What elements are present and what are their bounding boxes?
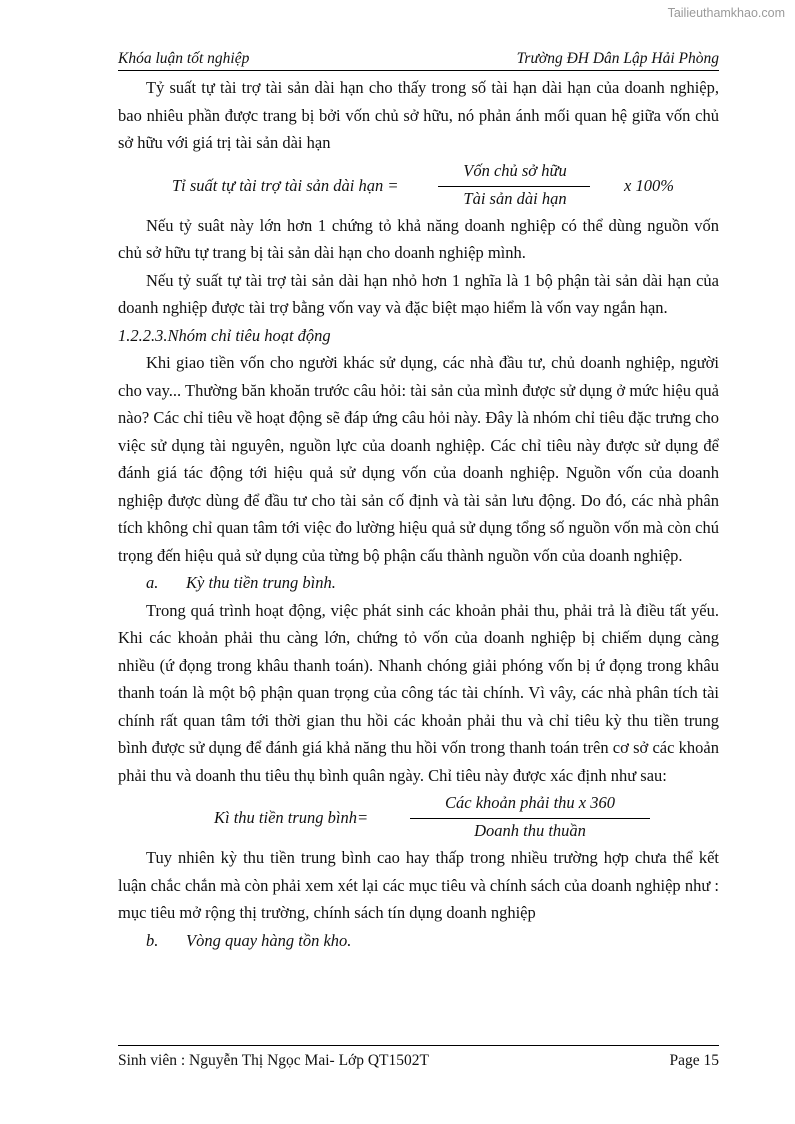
section-heading: 1.2.2.3.Nhóm chỉ tiêu hoạt động — [118, 325, 331, 345]
sub-heading-title: Vòng quay hàng tồn kho. — [186, 930, 352, 950]
formula-lhs: Tỉ suất tự tài trợ tài sản dài hạn = — [172, 175, 399, 195]
page-footer — [118, 1045, 719, 1069]
formula-lhs: Kì thu tiền trung bình= — [214, 808, 369, 827]
watermark: Tailieuthamkhao.com — [667, 6, 785, 20]
paragraph: Nếu tỷ suât này lớn hơn 1 chứng tỏ khả năng doanh nghiệp có thể dùng nguồn vốn chủ sở hữu tự trang bị tài sản dài hạn cho doanh nghiệp mình. — [118, 215, 719, 262]
formula-denominator: Doanh thu thuần — [474, 821, 586, 840]
formula-numerator: Các khoản phải thu x 360 — [444, 793, 616, 812]
page-number: Page 15 — [669, 1052, 719, 1069]
sub-heading-a — [118, 569, 719, 597]
sub-heading-title: Kỳ thu tiền trung bình. — [186, 573, 336, 592]
sub-heading-label: b. — [146, 930, 159, 950]
formula-numerator: Vốn chủ sở hữu — [463, 160, 567, 180]
sub-heading-label: a. — [146, 573, 159, 592]
formula-self-financing-ratio — [118, 157, 719, 212]
header-left: Khóa luận tốt nghiệp — [118, 50, 250, 67]
formula-average-collection-period — [118, 789, 719, 844]
header-right: Trường ĐH Dân Lập Hải Phòng — [516, 50, 719, 67]
formula-multiplier: x 100% — [624, 175, 674, 195]
formula-denominator: Tài sản dài hạn — [463, 188, 567, 208]
paragraph: Khi giao tiền vốn cho người khác sử dụng, các nhà đầu tư, chủ doanh nghiệp, người cho vay... Thường băn khoăn trước câu hỏi: tài sản của mình được sử dụng ở mức hiệu quả nào? Các chỉ tiêu về hoạt động sẽ đáp ứng câu hỏi này. Đây là nhóm chỉ tiêu đặc trưng cho việc sử dụng tài nguyên, nguồn lực của doanh nghiệp. Các chỉ tiêu này được sử dụng để đánh giá tác động tới hiệu quả sử dụng vốn của doanh nghiệp. Nguồn vốn của doanh nghiệp được dùng để đầu tư cho tài sản cố định và tài sản lưu động. Do đó, các nhà phân tích không chỉ quan tâm tới việc đo lường hiệu quả sử dụng tổng số nguồn vốn mà còn chú trọng đến hiệu quả sử dụng của từng bộ phận cấu thành nguồn vốn của doanh nghiệp. — [118, 353, 719, 565]
paragraph: Tuy nhiên kỳ thu tiền trung bình cao hay thấp trong nhiều trường hợp chưa thể kết luận chắc chắn mà còn phải xem xét lại các mục tiêu và chính sách của doanh nghiệp như : mục tiêu mở rộng thị trường, chính sách tín dụng doanh nghiệp — [118, 848, 719, 922]
footer-student: Sinh viên : Nguyễn Thị Ngọc Mai- Lớp QT1502T — [118, 1052, 429, 1069]
sub-heading-b — [118, 927, 719, 955]
body-text — [118, 74, 719, 954]
page-header — [118, 50, 719, 71]
paragraph: Trong quá trình hoạt động, việc phát sinh các khoản phải thu, phải trả là điều tất yếu. Khi các khoản phải thu càng lớn, chứng tỏ vốn của doanh nghiệp bị chiếm dụng càng nhiều (ứ đọng trong khâu thanh toán). Nhanh chóng giải phóng vốn bị ứ đọng trong khâu thanh toán là một bộ phận quan trọng của công tác tài chính. Vì vây, các nhà phân tích tài chính rất quan tâm tới thời gian thu hồi các khoản phải thu và chỉ tiêu kỳ thu tiền trung bình được sử dụng để đánh giá khả năng thu hồi vốn trong thanh toán trên cơ sở các khoản phải thu và doanh thu tiêu thụ bình quân ngày. Chỉ tiêu này được xác định như sau: — [118, 600, 719, 785]
paragraph: Nếu tỷ suất tự tài trợ tài sản dài hạn nhỏ hơn 1 nghĩa là 1 bộ phận tài sản dài hạn của doanh nghiệp được tài trợ bằng vốn vay và đặc biệt mạo hiểm là vốn vay ngắn hạn. — [118, 270, 719, 317]
paragraph: Tỷ suất tự tài trợ tài sản dài hạn cho thấy trong số tài hạn dài hạn của doanh nghiệp, bao nhiêu phần được trang bị bởi vốn chủ sở hữu, nó phản ánh mối quan hệ giữa vốn chủ sở hữu với giá trị tài sản dài hạn — [118, 78, 719, 152]
